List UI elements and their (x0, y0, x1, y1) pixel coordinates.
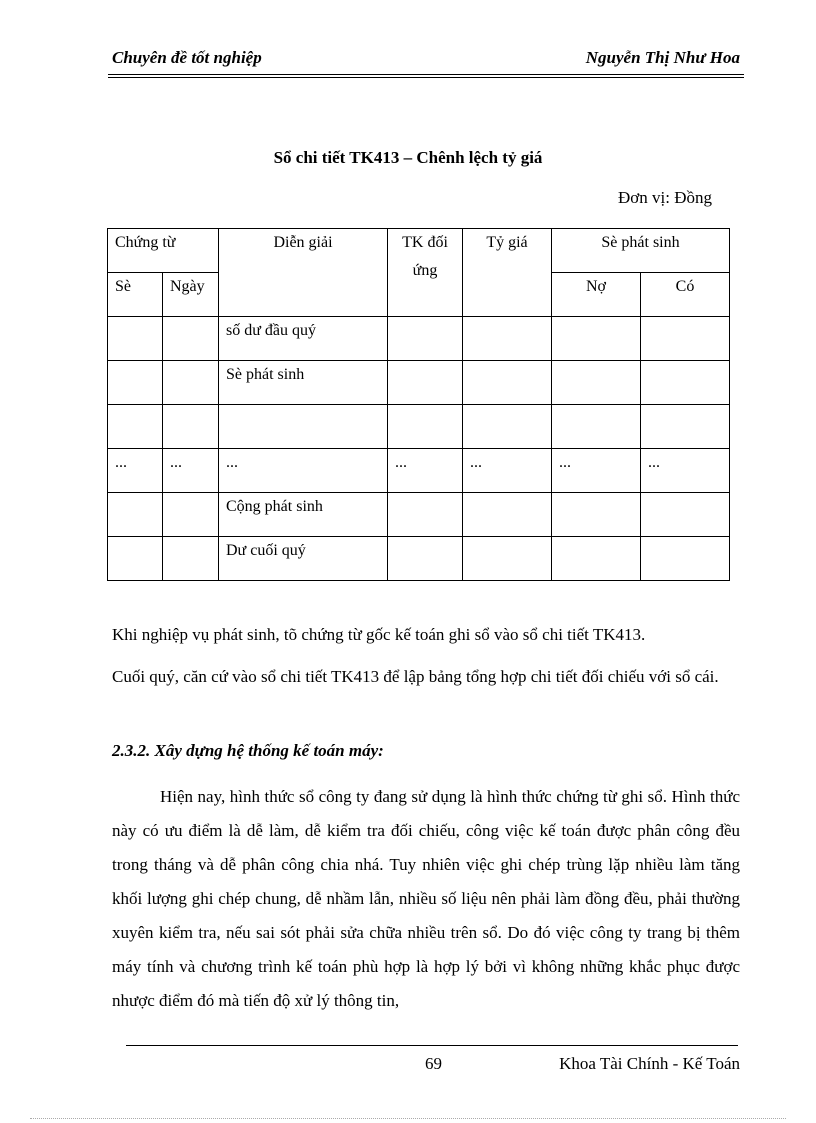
ellipsis-cell: ... (641, 449, 730, 493)
header-no: Nợ (552, 273, 641, 317)
ellipsis-cell: ... (108, 449, 163, 493)
header-author: Nguyễn Thị Như Hoa (585, 48, 740, 67)
footer-rule (126, 1045, 738, 1046)
header-ty-gia: Tỷ giá (463, 229, 552, 317)
table-row (108, 361, 730, 405)
header-co: Có (641, 273, 730, 317)
header-title-left: Chuyên đề tốt nghiệp (112, 48, 262, 67)
row-arising-label: Sè phát sinh (219, 361, 388, 405)
table-row (108, 317, 730, 361)
header-rule-bottom (108, 77, 744, 78)
ellipsis-cell: ... (388, 449, 463, 493)
header-ngay: Ngày (163, 273, 219, 317)
ledger-table (107, 228, 730, 581)
section-heading: 2.3.2. Xây dựng hệ thống kế toán máy: (112, 741, 384, 760)
row-opening-label: số dư đầu quý (219, 317, 388, 361)
header-tk-doi: TK đối (402, 234, 448, 251)
table-row-ellipsis (108, 449, 730, 493)
row-total-label: Cộng phát sinh (219, 493, 388, 537)
header-ung: ứng (412, 262, 438, 279)
ellipsis-cell: ... (552, 449, 641, 493)
paragraph-2: Cuối quý, căn cứ vào sổ chi tiết TK413 để lập bảng tổng hợp chi tiết đối chiếu với sổ cái. (112, 667, 719, 686)
ellipsis-cell: ... (219, 449, 388, 493)
header-dien-giai: Diễn giải (219, 229, 388, 317)
footer-department: Khoa Tài Chính - Kế Toán (559, 1054, 740, 1073)
table-row (108, 537, 730, 581)
header-rule-top (108, 74, 744, 75)
paragraph-1: Khi nghiệp vụ phát sinh, tõ chứng từ gốc kế toán ghi sổ vào sổ chi tiết TK413. (112, 625, 646, 644)
ledger-title: Sổ chi tiết TK413 – Chênh lệch tỷ giá (273, 148, 543, 167)
ellipsis-cell: ... (463, 449, 552, 493)
table-row (108, 405, 730, 449)
row-closing-label: Dư cuối quý (219, 537, 388, 581)
unit-label: Đơn vị: Đồng (618, 188, 712, 207)
ellipsis-cell: ... (163, 449, 219, 493)
header-so-phat-sinh: Sè phát sinh (552, 229, 730, 273)
page-number: 69 (425, 1054, 442, 1073)
header-tk-doi-ung (388, 229, 463, 317)
header-chung-tu: Chứng từ (108, 229, 219, 273)
paragraph-3: Hiện nay, hình thức sổ công ty đang sử dụng là hình thức chứng từ ghi sổ. Hình thức này có ưu điểm là dễ làm, dễ kiểm tra đối chiếu, công việc kế toán được phân công đều trong tháng và dễ phân công chia nhá. Tuy nhiên việc ghi chép trùng lặp nhiều làm tăng khối lượng ghi chép chung, dễ nhầm lẫn, nhiều số liệu nên phải làm đồng đều, phải thường xuyên kiểm tra, nếu sai sót phải sửa chữa nhiều trên sổ. Do đó việc công ty trang bị thêm máy tính và chương trình kế toán phù hợp là hợp lý bởi vì không những khắc phục được nhược điểm đó mà tiến độ xử lý thông tin, (112, 787, 740, 1010)
table-header-row (108, 229, 730, 273)
header-so: Sè (108, 273, 163, 317)
table-row (108, 493, 730, 537)
page-bottom-dotted-line (30, 1118, 786, 1119)
